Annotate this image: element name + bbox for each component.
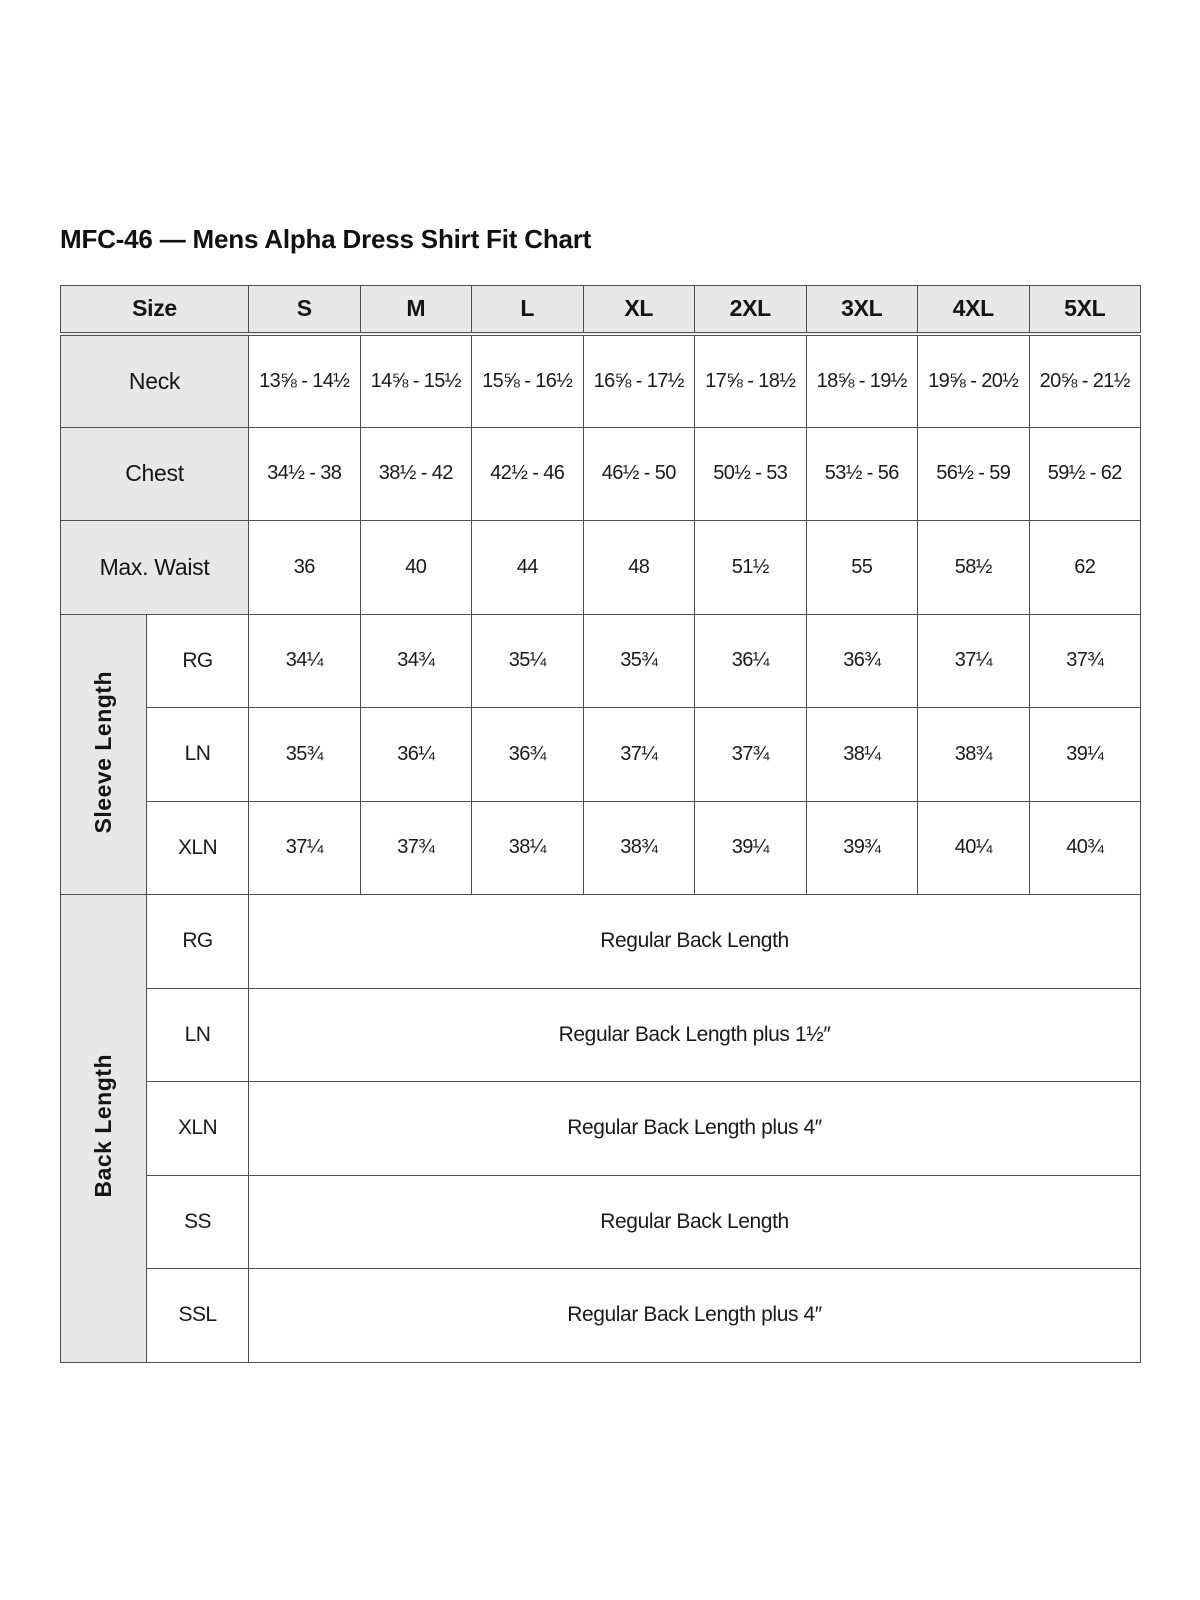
back-rg-description: Regular Back Length (249, 895, 1141, 989)
back-length-vertical-text: Back Length (90, 1053, 116, 1198)
chest-value: 38½ - 42 (360, 427, 472, 521)
sleeve-xln-value: 40¾ (1029, 801, 1141, 895)
size-column-header-s: S (249, 286, 361, 334)
sleeve-xln-value: 39¾ (806, 801, 918, 895)
neck-value: 16⅝ - 17½ (583, 334, 695, 428)
size-column-header-3xl: 3XL (806, 286, 918, 334)
back-ss-description: Regular Back Length (249, 1175, 1141, 1269)
chest-value: 46½ - 50 (583, 427, 695, 521)
neck-value: 20⅝ - 21½ (1029, 334, 1141, 428)
neck-row-label: Neck (61, 334, 249, 428)
size-column-header-5xl: 5XL (1029, 286, 1141, 334)
back-rg-label: RG (147, 895, 249, 989)
sleeve-length-vertical-text: Sleeve Length (90, 670, 116, 833)
chest-value: 34½ - 38 (249, 427, 361, 521)
chest-value: 42½ - 46 (472, 427, 584, 521)
sleeve-xln-value: 38¼ (472, 801, 584, 895)
back-xln-label: XLN (147, 1082, 249, 1176)
sleeve-ln-value: 38¾ (918, 708, 1030, 802)
page-title: MFC-46 — Mens Alpha Dress Shirt Fit Chart (60, 224, 592, 254)
sleeve-ln-value: 37¾ (695, 708, 807, 802)
max-waist-value: 58½ (918, 521, 1030, 615)
sleeve-rg-label: RG (147, 614, 249, 708)
sleeve-rg-value: 36¼ (695, 614, 807, 708)
sleeve-xln-value: 37¾ (360, 801, 472, 895)
max-waist-row (61, 521, 1141, 615)
sleeve-ln-value: 38¼ (806, 708, 918, 802)
max-waist-value: 40 (360, 521, 472, 615)
back-ss-row (61, 1175, 1141, 1269)
back-xln-description: Regular Back Length plus 4″ (249, 1082, 1141, 1176)
sleeve-rg-value: 34¾ (360, 614, 472, 708)
sleeve-ln-value: 37¼ (583, 708, 695, 802)
max-waist-row-label: Max. Waist (61, 521, 249, 615)
max-waist-value: 55 (806, 521, 918, 615)
chest-value: 50½ - 53 (695, 427, 807, 521)
back-xln-row (61, 1082, 1141, 1176)
chest-value: 56½ - 59 (918, 427, 1030, 521)
size-column-header-l: L (472, 286, 584, 334)
neck-value: 17⅝ - 18½ (695, 334, 807, 428)
max-waist-value: 62 (1029, 521, 1141, 615)
chest-value: 53½ - 56 (806, 427, 918, 521)
sleeve-ln-value: 36¼ (360, 708, 472, 802)
neck-row (61, 334, 1141, 428)
back-rg-row (61, 895, 1141, 989)
sleeve-xln-value: 39¼ (695, 801, 807, 895)
neck-value: 13⅝ - 14½ (249, 334, 361, 428)
chest-value: 59½ - 62 (1029, 427, 1141, 521)
size-column-header-xl: XL (583, 286, 695, 334)
neck-value: 19⅝ - 20½ (918, 334, 1030, 428)
sleeve-rg-value: 36¾ (806, 614, 918, 708)
sleeve-rg-value: 37¼ (918, 614, 1030, 708)
back-ssl-label: SSL (147, 1269, 249, 1363)
neck-value: 18⅝ - 19½ (806, 334, 918, 428)
neck-value: 15⅝ - 16½ (472, 334, 584, 428)
chest-row (61, 427, 1141, 521)
fit-chart-table (60, 285, 1141, 1363)
sleeve-ln-value: 39¼ (1029, 708, 1141, 802)
size-header-row (61, 286, 1141, 334)
chest-row-label: Chest (61, 427, 249, 521)
back-ss-label: SS (147, 1175, 249, 1269)
back-ssl-row (61, 1269, 1141, 1363)
sleeve-xln-label: XLN (147, 801, 249, 895)
max-waist-value: 48 (583, 521, 695, 615)
back-ln-description: Regular Back Length plus 1½″ (249, 988, 1141, 1082)
sleeve-rg-value: 34¼ (249, 614, 361, 708)
back-ssl-description: Regular Back Length plus 4″ (249, 1269, 1141, 1363)
size-column-header-2xl: 2XL (695, 286, 807, 334)
sleeve-rg-value: 35¾ (583, 614, 695, 708)
back-length-section-label (61, 895, 147, 1363)
sleeve-xln-row (61, 801, 1141, 895)
size-column-header-4xl: 4XL (918, 286, 1030, 334)
sleeve-ln-value: 36¾ (472, 708, 584, 802)
sleeve-ln-label: LN (147, 708, 249, 802)
sleeve-length-section-label (61, 614, 147, 895)
back-ln-row (61, 988, 1141, 1082)
sleeve-xln-value: 40¼ (918, 801, 1030, 895)
size-header-label: Size (61, 286, 249, 334)
back-ln-label: LN (147, 988, 249, 1082)
max-waist-value: 36 (249, 521, 361, 615)
max-waist-value: 51½ (695, 521, 807, 615)
sleeve-rg-row (61, 614, 1141, 708)
sleeve-rg-value: 37¾ (1029, 614, 1141, 708)
max-waist-value: 44 (472, 521, 584, 615)
sleeve-ln-value: 35¾ (249, 708, 361, 802)
neck-value: 14⅝ - 15½ (360, 334, 472, 428)
size-column-header-m: M (360, 286, 472, 334)
sleeve-ln-row (61, 708, 1141, 802)
sleeve-xln-value: 37¼ (249, 801, 361, 895)
sleeve-rg-value: 35¼ (472, 614, 584, 708)
sleeve-xln-value: 38¾ (583, 801, 695, 895)
